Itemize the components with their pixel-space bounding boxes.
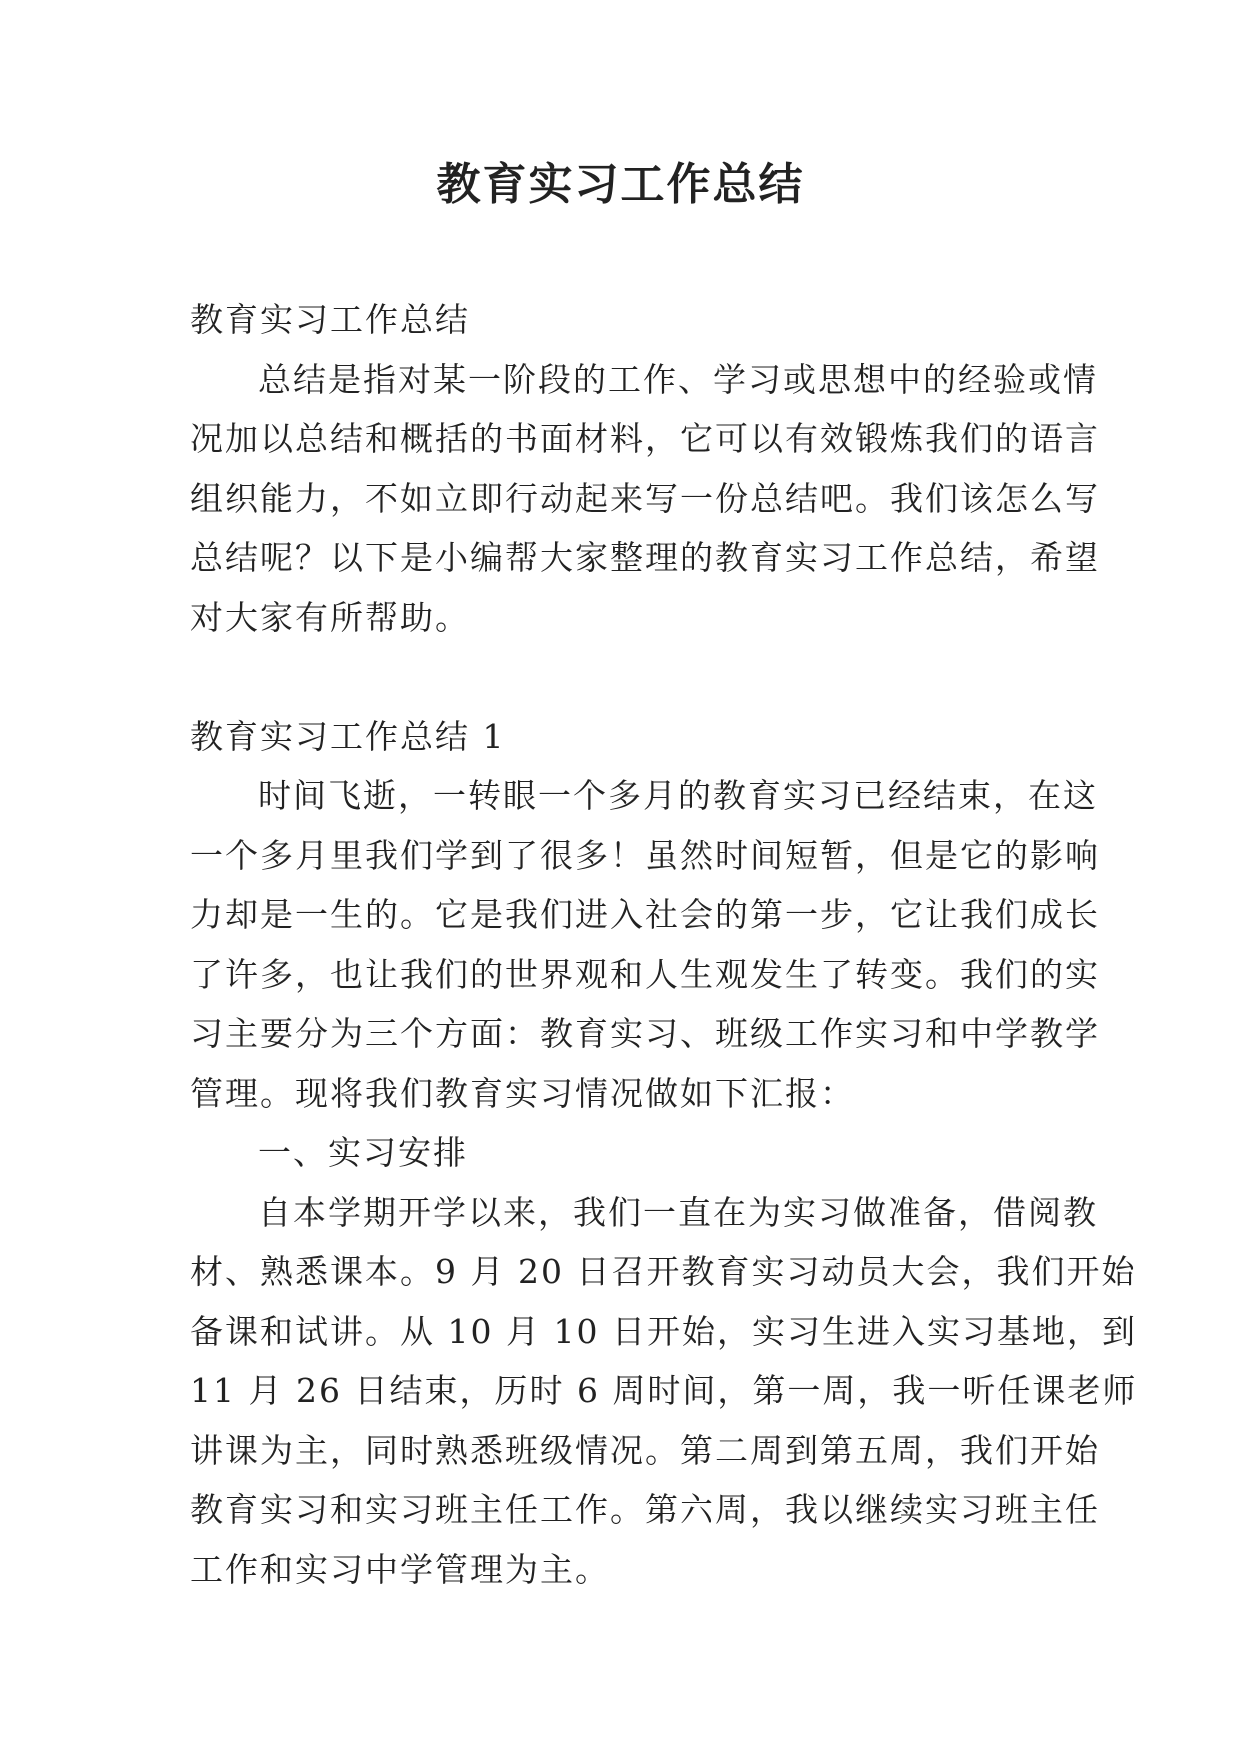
paragraph-line: 习主要分为三个方面：教育实习、班级工作实习和中学教学 <box>190 1014 1100 1053</box>
paragraph-line: 力却是一生的。它是我们进入社会的第一步，它让我们成长 <box>190 895 1100 934</box>
paragraph-line: 讲课为主，同时熟悉班级情况。第二周到第五周，我们开始 <box>190 1430 1100 1470</box>
intro-line: 对大家有所帮助。 <box>190 597 470 637</box>
paragraph-line: 自本学期开学以来，我们一直在为实习做准备，借阅教 <box>258 1192 1098 1232</box>
intro-line: 总结是指对某一阶段的工作、学习或思想中的经验或情 <box>258 359 1098 399</box>
paragraph-line: 了许多，也让我们的世界观和人生观发生了转变。我们的实 <box>190 954 1100 994</box>
paragraph-line: 教育实习和实习班主任工作。第六周，我以继续实习班主任 <box>190 1490 1100 1529</box>
paragraph-line: 材、熟悉课本。9 月 20 日召开教育实习动员大会，我们开始 <box>190 1252 1137 1291</box>
document-title: 教育实习工作总结 <box>436 159 805 210</box>
section-heading: 教育实习工作总结 1 <box>190 716 506 756</box>
paragraph-gap <box>190 647 1050 707</box>
intro-line: 总结呢？以下是小编帮大家整理的教育实习工作总结，希望 <box>190 538 1100 577</box>
subheading: 一、实习安排 <box>258 1133 468 1172</box>
paragraph-line: 备课和试讲。从 10 月 10 日开始，实习生进入实习基地，到 <box>190 1311 1137 1351</box>
paragraph-line: 一个多月里我们学到了很多！虽然时间短暂，但是它的影响 <box>190 835 1100 875</box>
intro-line: 况加以总结和概括的书面材料，它可以有效锻炼我们的语言 <box>190 419 1100 458</box>
intro-line: 组织能力，不如立即行动起来写一份总结吧。我们该怎么写 <box>190 478 1100 518</box>
paragraph-line: 管理。现将我们教育实习情况做如下汇报： <box>190 1073 855 1113</box>
paragraph-line: 11 月 26 日结束，历时 6 周时间，第一周，我一听任课老师 <box>190 1371 1138 1410</box>
intro-heading: 教育实习工作总结 <box>190 300 470 339</box>
paragraph-line: 时间飞逝，一转眼一个多月的教育实习已经结束，在这 <box>258 776 1098 815</box>
paragraph-line: 工作和实习中学管理为主。 <box>190 1549 610 1589</box>
document-body <box>190 290 1138 1599</box>
